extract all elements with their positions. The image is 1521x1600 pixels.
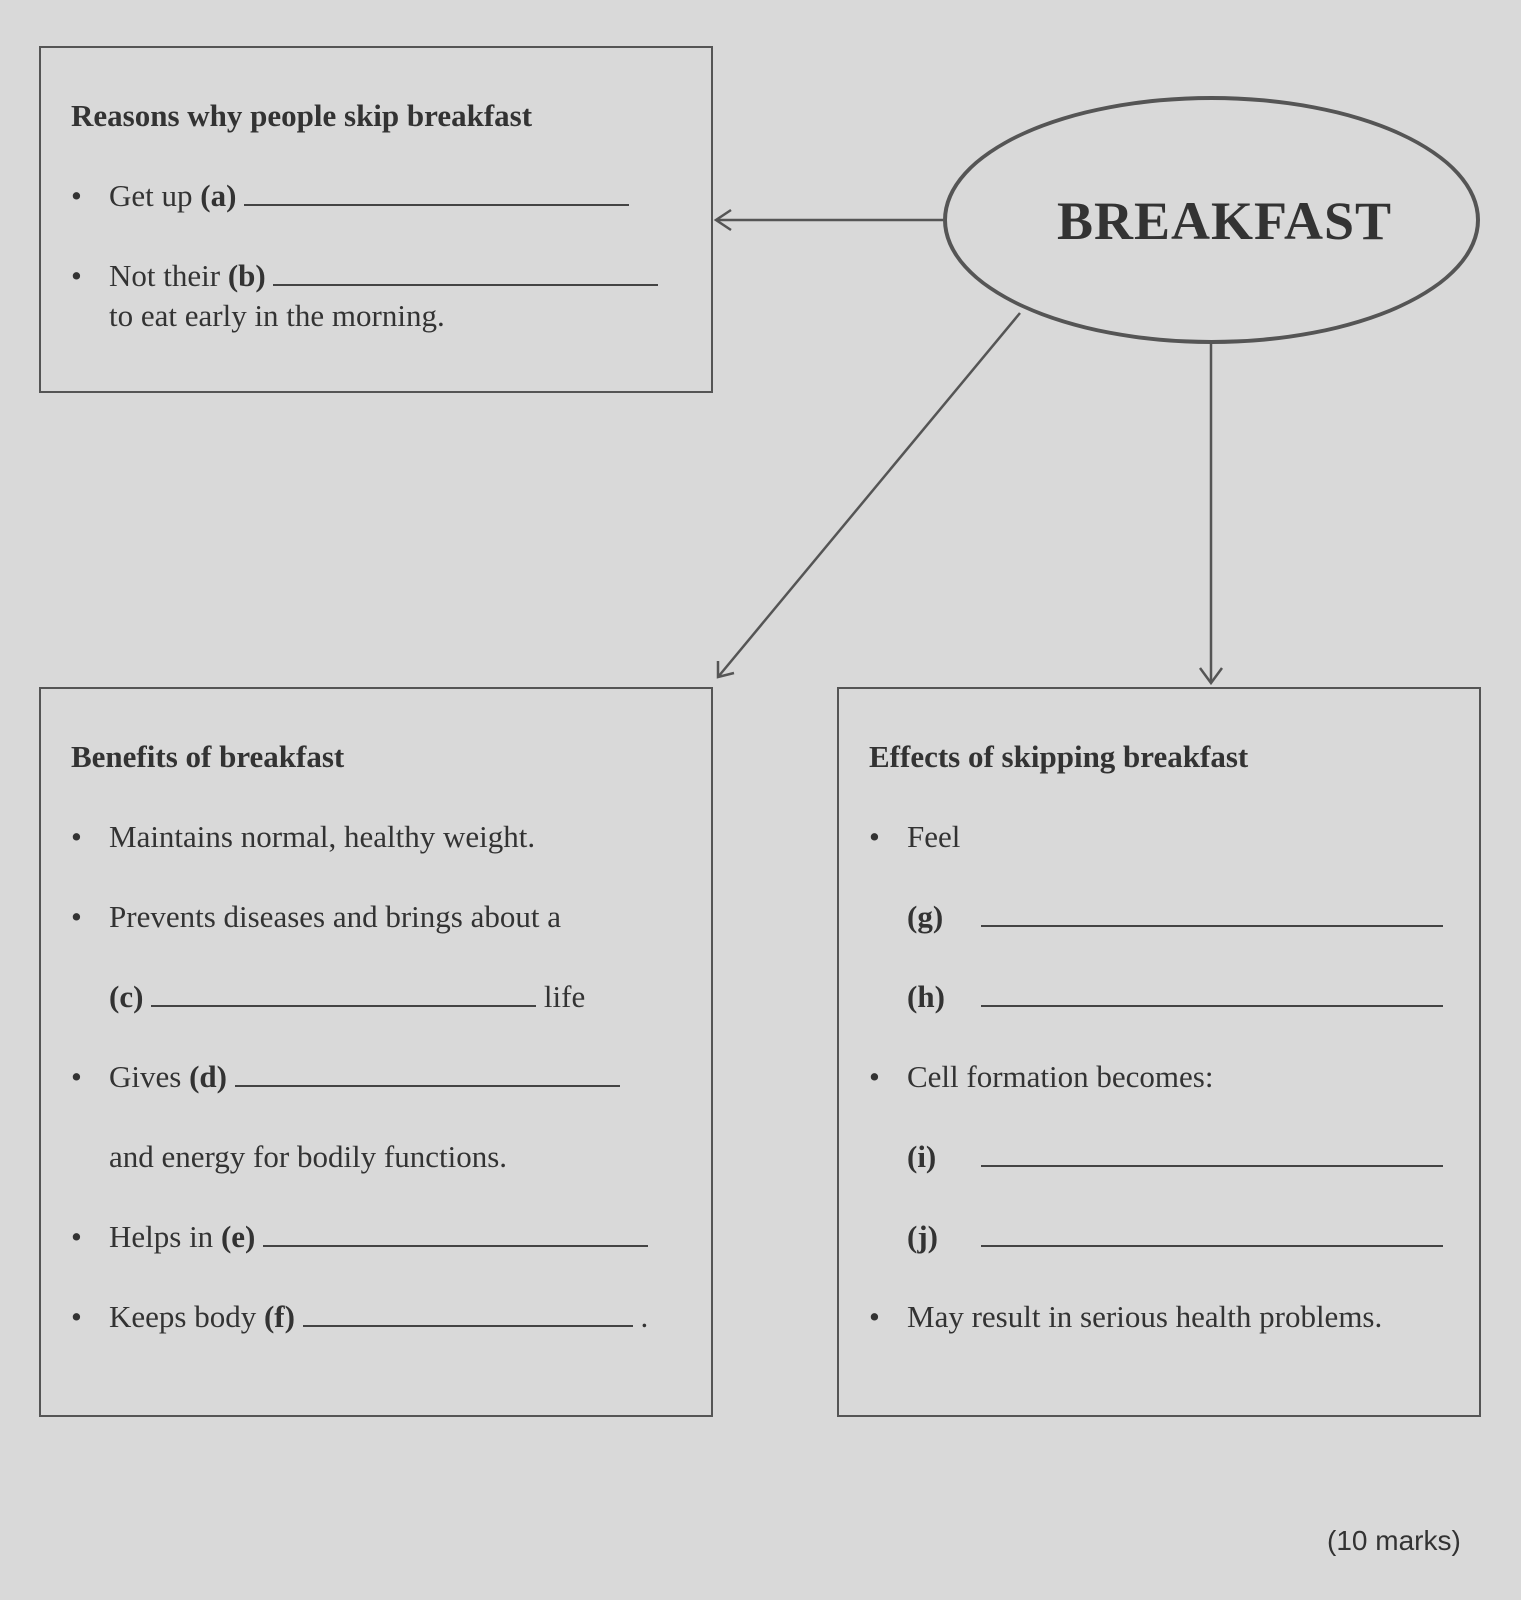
bullet-icon: • [71, 899, 82, 934]
effect-item-h [907, 979, 1443, 1015]
effect-item-j [907, 1219, 1443, 1255]
benefit-item-4: Helps in (e) [109, 1219, 648, 1255]
reason-item-b-continuation: to eat early in the morning. [109, 298, 445, 333]
effect-item-g [907, 899, 1443, 935]
answer-blank-e[interactable] [263, 1221, 648, 1247]
answer-blank-b[interactable] [273, 260, 658, 286]
answer-blank-h[interactable] [981, 981, 1443, 1007]
bullet-icon: • [71, 258, 82, 293]
reasons-title: Reasons why people skip breakfast [71, 98, 533, 133]
breakfast-title: BREAKFAST [1057, 191, 1393, 251]
effects-box [837, 687, 1481, 1417]
label-g: (g) [907, 899, 944, 934]
bullet-icon: • [71, 178, 82, 213]
answer-blank-f[interactable] [303, 1301, 633, 1327]
answer-blank-j[interactable] [981, 1221, 1443, 1247]
effect-item-1: Feel [907, 819, 961, 854]
bullet-icon: • [869, 819, 880, 854]
bullet-icon: • [71, 1219, 82, 1254]
label-j: (j) [907, 1219, 938, 1254]
arrow-to-benefits [718, 313, 1020, 677]
label-f: (f) [263, 1299, 295, 1334]
bullet-icon: • [71, 1299, 82, 1334]
benefits-box [39, 687, 713, 1417]
reason-item-b: Not their (b) [109, 258, 658, 294]
bullet-icon: • [869, 1059, 880, 1094]
effects-title: Effects of skipping breakfast [869, 739, 1249, 774]
marks-label: (10 marks) [1327, 1525, 1461, 1556]
label-d: (d) [189, 1059, 227, 1094]
answer-blank-d[interactable] [235, 1061, 620, 1087]
benefit-item-2: Prevents diseases and brings about a [109, 899, 561, 934]
answer-blank-c[interactable] [151, 981, 536, 1007]
label-h: (h) [907, 979, 945, 1014]
label-b: (b) [227, 258, 266, 293]
label-a: (a) [200, 178, 237, 213]
answer-blank-a[interactable] [244, 180, 629, 206]
bullet-icon: • [869, 1299, 880, 1334]
label-e: (e) [220, 1219, 256, 1254]
benefits-title: Benefits of breakfast [71, 739, 345, 774]
answer-blank-i[interactable] [981, 1141, 1443, 1167]
reason-item-a: Get up (a) [109, 178, 629, 214]
benefit-item-2-blank-line: (c) life [109, 979, 586, 1014]
reasons-box [39, 46, 713, 393]
effect-item-2: Cell formation becomes: [907, 1059, 1214, 1094]
benefit-item-1: Maintains normal, healthy weight. [109, 819, 536, 854]
effect-item-i [907, 1139, 1443, 1175]
effect-item-3: May result in serious health problems. [907, 1299, 1383, 1334]
label-c: (c) [109, 979, 144, 1014]
bullet-icon: • [71, 819, 82, 854]
benefit-item-5: Keeps body (f) . [109, 1299, 649, 1334]
benefit-item-3: Gives (d) [109, 1059, 620, 1095]
label-i: (i) [907, 1139, 937, 1174]
answer-blank-g[interactable] [981, 901, 1443, 927]
benefit-item-3-continuation: and energy for bodily functions. [109, 1139, 508, 1174]
bullet-icon: • [71, 1059, 82, 1094]
